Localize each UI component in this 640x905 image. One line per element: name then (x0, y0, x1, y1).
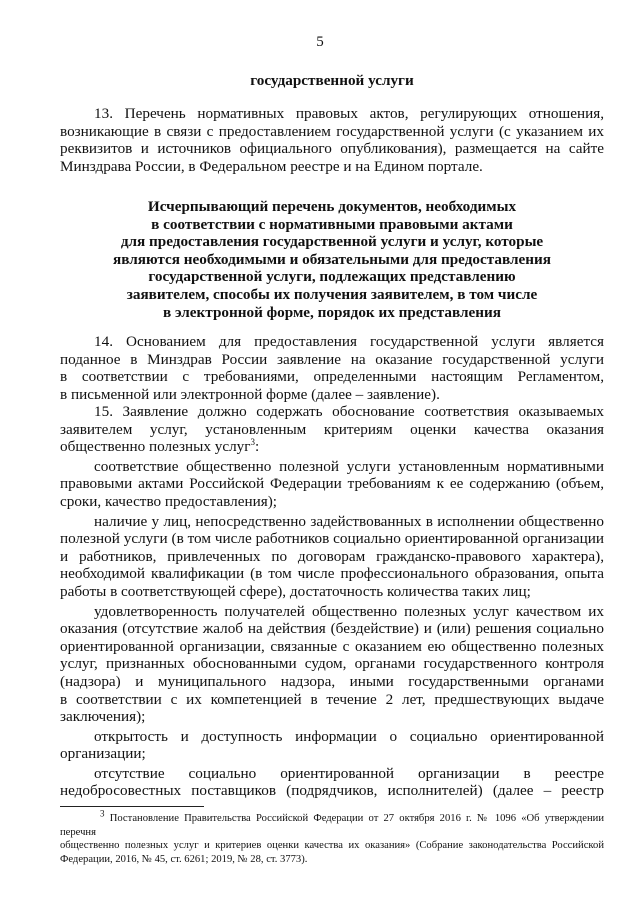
text-line: возникающие в связи с предоставлением государственной услуги (с указанием их (60, 122, 604, 140)
text-line: и работников, привлеченных по договорам гражданско-правового характера), (60, 547, 604, 565)
text-line: 15. Заявление должно содержать обоснование соответствия оказываемых (94, 403, 604, 420)
heading-line: в соответствии с нормативными правовыми актами (151, 215, 513, 233)
text-line: (надзора) и муниципального надзора, иными государственными органами (60, 672, 604, 690)
heading-line: заявителем, способы их получения заявителем, в том числе (126, 285, 538, 303)
footnote-reference: 3 (250, 437, 255, 448)
text-line: организации; (60, 745, 146, 763)
text-line: наличие у лиц, непосредственно задействованных в исполнении общественно (94, 512, 604, 530)
heading-line: Исчерпывающий перечень документов, необходимых (147, 198, 517, 215)
footnote-line: общественно полезных услуг и критериев оценки качества их оказания» (Собрание законодательства Российской (60, 840, 604, 852)
text-line: 13. Перечень нормативных правовых актов, регулирующих отношения, (94, 105, 604, 122)
text-line: работы в соответствующей сфере), достаточность количества таких лиц; (60, 582, 531, 600)
footnote-line (60, 808, 604, 839)
text-line (60, 438, 604, 456)
text-line: поданное в Минздрав России заявление на оказание государственной услуги (60, 350, 604, 368)
text-line: заявителем услуг, установленным критериям оценки качества оказания (60, 420, 604, 438)
text-line: недобросовестных поставщиков (подрядчиков, исполнителей) (далее – реестр (60, 782, 604, 800)
text-line: правовыми актами Российской Федерации требованиям к ее содержанию (объем, (60, 475, 604, 493)
text-line: сроки, качество предоставления); (60, 492, 277, 510)
text-fragment: общественно полезных услуг (60, 438, 251, 456)
footnote-number: 3 (100, 808, 105, 819)
text-line: реквизитов и источников официального опубликования), размещается на сайте (60, 140, 604, 158)
text-line: заключения); (60, 708, 146, 726)
text-line: открытость и доступность информации о социально ориентированной (94, 727, 604, 745)
text-line: полезной услуги (в том числе работников социально ориентированной организации (60, 530, 604, 548)
text-line: удовлетворенность получателей общественно полезных услуг качеством их (94, 602, 604, 620)
text-line: услуг, признанных обоснованными судом, органами государственного контроля (60, 655, 604, 673)
paragraph-13 (60, 105, 604, 175)
text-line: соответствие общественно полезной услуги установленным нормативными (94, 457, 604, 475)
page-number: 5 (316, 34, 324, 50)
text-line: в письменной или электронной форме (далее – заявление). (60, 385, 440, 403)
heading-line: для предоставления государственной услуги и услуг, которые (120, 233, 544, 251)
text-line: 14. Основанием для предоставления государственной услуги является (94, 333, 604, 350)
text-line: необходимой квалификации (в том числе профессионального образования, опыта (60, 565, 604, 583)
text-line: ориентированной организации, связанные с оказанием ею общественно полезных (60, 637, 604, 655)
footnote (60, 808, 604, 866)
footnote-divider (60, 806, 204, 807)
heading-line: государственной услуги, подлежащих представлению (148, 268, 516, 286)
text-line: Минздрава России, в Федеральном реестре и на Едином портале. (60, 157, 483, 175)
text-line: в соответствии с их компетенцией в течение 2 лет, предшествующих выдаче (60, 690, 604, 708)
text-line: оказания (отсутствие жалоб на действия (бездействие) и (или) решения социально (60, 620, 604, 638)
paragraph-14 (60, 333, 604, 403)
footnote-text: Постановление Правительства Российской Федерации от 27 октября 2016 г. № 1096 «Об утверждении перечня (60, 813, 604, 838)
paragraph-15 (60, 403, 604, 800)
text-fragment: : (254, 438, 260, 456)
section-heading (60, 198, 604, 321)
heading-line: являются необходимыми и обязательными для предоставления (113, 250, 551, 268)
footnote-line: Федерации, 2016, № 45, ст. 6261; 2019, № 28, ст. 3773). (60, 853, 308, 865)
heading-line: в электронной форме, порядок их представления (163, 303, 501, 321)
text-line: в соответствии с требованиями, определенными настоящим Регламентом, (60, 368, 604, 386)
section-title-tail: государственной услуги (250, 72, 414, 89)
text-line: отсутствие социально ориентированной организации в реестре (94, 764, 604, 782)
